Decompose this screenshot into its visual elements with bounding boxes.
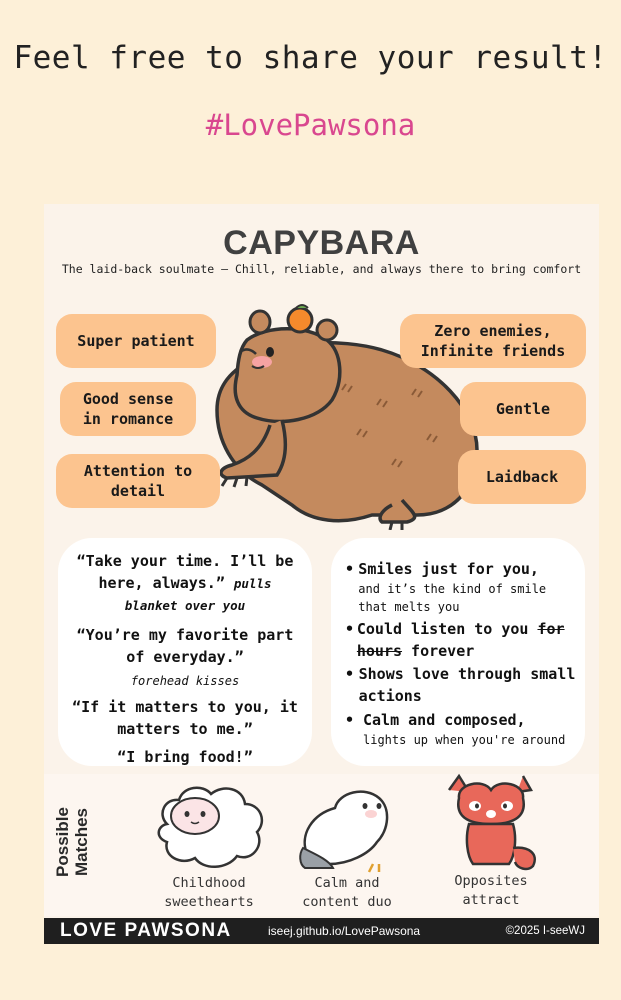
trait-zero-enemies: Zero enemies, Infinite friends — [400, 314, 586, 368]
trait-super-patient: Super patient — [56, 314, 216, 368]
match-label: Opposites attract — [454, 873, 528, 908]
quotes-bubble — [58, 538, 312, 766]
quote-line: “I bring food!” — [117, 748, 253, 766]
share-title: Feel free to share your result! — [13, 40, 608, 76]
quote-line: “Take your time. I’ll be here, always.” pulls blanket over you — [76, 552, 294, 613]
result-card — [44, 204, 599, 944]
traits-list-bubble — [331, 538, 585, 766]
trait-romance: Good sense in romance — [60, 382, 196, 436]
copyright: ©2025 I-seeWJ — [505, 925, 585, 937]
quote-line: “You’re my favorite part of everyday.” — [76, 626, 294, 666]
list-item: • Shows love through small actions — [345, 665, 576, 705]
red-panda-icon — [429, 768, 553, 872]
quote-line: “If it matters to you, it matters to me.” — [72, 698, 298, 738]
list-item: • Smiles just for you, and it’s the kind of smile that melts you — [345, 560, 547, 614]
trait-laidback: Laidback — [458, 450, 586, 504]
match-seal — [282, 774, 412, 912]
trait-gentle: Gentle — [460, 382, 586, 436]
match-red-panda — [426, 768, 556, 910]
site-link[interactable]: iseej.github.io/LovePawsona — [268, 924, 421, 938]
seal-icon — [285, 774, 409, 874]
possible-matches — [44, 774, 599, 916]
list-item: • Could listen to you for hours forever — [345, 620, 565, 660]
match-label: Calm and content duo — [302, 875, 392, 910]
match-sheep — [144, 774, 274, 912]
sheep-icon — [147, 774, 271, 874]
list-item: • Calm and composed, lights up when you're around — [345, 711, 566, 747]
card-title: CAPYBARA — [223, 224, 420, 262]
matches-label: Possible Matches — [53, 807, 91, 877]
card-footer — [44, 918, 599, 944]
card-subtitle: The laid-back soulmate – Chill, reliable, and always there to bring comfort — [61, 262, 582, 276]
quote-note: forehead kisses — [130, 674, 240, 688]
hashtag: #LovePawsona — [205, 108, 416, 142]
match-label: Childhood sweethearts — [164, 875, 254, 910]
trait-attention-detail: Attention to detail — [56, 454, 220, 508]
brand-logo: LOVE PAWSONA — [60, 920, 232, 941]
